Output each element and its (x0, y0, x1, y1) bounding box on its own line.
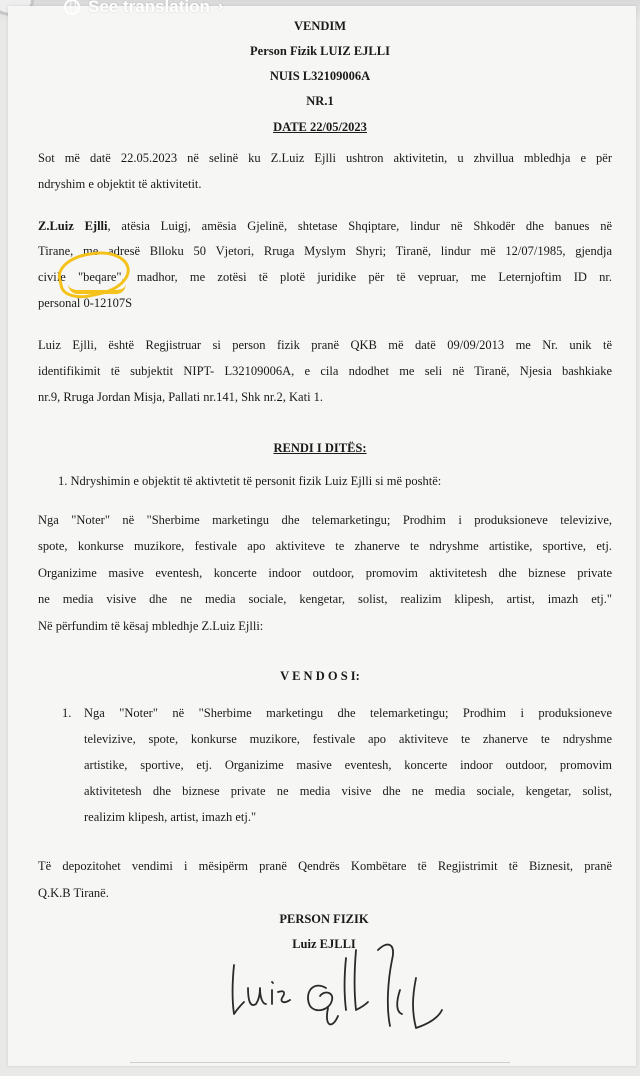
agenda-item: 1. Ndryshimin e objektit të aktivtetit të personit fizik Luiz Ejlli si më poshtë: (58, 474, 442, 488)
divider (130, 1062, 510, 1063)
agenda-text-line: ne media visive dhe ne media sociale, kengetar, solist, realizim klipesh, artist, imazh etj." (38, 592, 612, 606)
document-person: Person Fizik LUIZ EJLLI (250, 44, 390, 58)
decision-text-line: realizim klipesh, artist, imazh etj." (84, 810, 257, 824)
decision-text-line: artistike, sportive, etj. Organizime masive eventesh, koncerte indoor outdoor, promovim (84, 758, 612, 772)
agenda-text-line: Organizime masive eventesh, koncerte indoor outdoor, promovim aktivitetesh dhe biznese private (38, 566, 612, 580)
identity-line: Tirane, me adresë Blloku 50 Vjetori, Rruga Myslym Shyri; Tiranë, lindur më 12/07/1985, gjendja (38, 244, 612, 258)
identity-line: civile "beqare", madhor, me zotësi të plotë juridike për të vepruar, me Leternjoftim ID nr. (38, 270, 612, 284)
agenda-text-line: spote, konkurse muzikore, festivale apo aktiviteve te zhanerve te ndryshme artistike, sportive, etj. (38, 539, 612, 553)
highlight-stroke (68, 284, 126, 294)
see-translation-label: See translation (88, 0, 210, 16)
document-nuis: NUIS L32109006A (269, 69, 371, 83)
agenda-title: RENDI I DITËS: (273, 441, 367, 455)
signature-drawing (228, 930, 468, 1030)
identity-line: personal 0-12107S (38, 296, 133, 310)
see-translation-button[interactable] (64, 0, 223, 17)
globe-icon (64, 0, 80, 15)
decides-title: V E N D O S I: (280, 669, 360, 683)
handwritten-signature (228, 930, 468, 1030)
deposit-line: Q.K.B Tiranë. (38, 886, 109, 900)
agenda-text-line: Nga "Noter" në "Sherbime marketingu dhe telemarketingu; Prodhim i produksioneve televizive, (38, 513, 612, 527)
decision-text-line: Nga "Noter" në "Sherbime marketingu dhe telemarketingu; Prodhim i produksioneve (84, 706, 612, 720)
intro-line: Sot më datë 22.05.2023 në selinë ku Z.Luiz Ejlli ushtron aktivitetin, u zhvillua mbledhja e për (38, 151, 612, 165)
decision-text-line: aktivitetesh dhe biznese private ne media visive dhe ne media sociale, kengetar, solist, (84, 784, 612, 798)
deposit-line: Të depozitohet vendimi i mësipërm pranë Qendrës Kombëtare të Regjistrimit të Biznesit, pranë (38, 859, 612, 873)
conclusion-text: Në përfundim të kësaj mbledhje Z.Luiz Ejlli: (38, 619, 264, 633)
identity-line-rest: , atësia Luigj, amësia Gjelinë, shtetase Shqiptare, lindur në Shkodër dhe banues në (107, 219, 612, 233)
document-title: VENDIM (293, 19, 347, 33)
registration-line: Luiz Ejlli, është Regjistruar si person fizik pranë QKB më datë 09/09/2013 me Nr. unik të (38, 338, 612, 352)
intro-line: ndryshim e objektit të aktivitetit. (38, 177, 202, 191)
decision-number: 1. (62, 706, 72, 720)
registration-line: nr.9, Rruga Jordan Misja, Pallati nr.141, Shk nr.2, Kati 1. (38, 390, 324, 404)
chevron-right-icon: › (217, 0, 224, 15)
decision-text-line: televizive, spote, konkurse muzikore, festivale apo aktiviteve te zhanerve te ndryshme (84, 732, 612, 746)
signature-name: Luiz EJLLI (292, 937, 356, 951)
signature-title: PERSON FIZIK (279, 912, 369, 926)
document-date: DATE 22/05/2023 (273, 120, 367, 134)
document-number: NR.1 (306, 94, 334, 108)
registration-line: identifikimit të subjektit NIPT- L32109006A, e cila ndodhet me seli në Tiranë, Njesia bashkiake (38, 364, 612, 378)
identity-name: Z.Luiz Ejlli (38, 219, 108, 233)
identity-line (38, 219, 612, 234)
